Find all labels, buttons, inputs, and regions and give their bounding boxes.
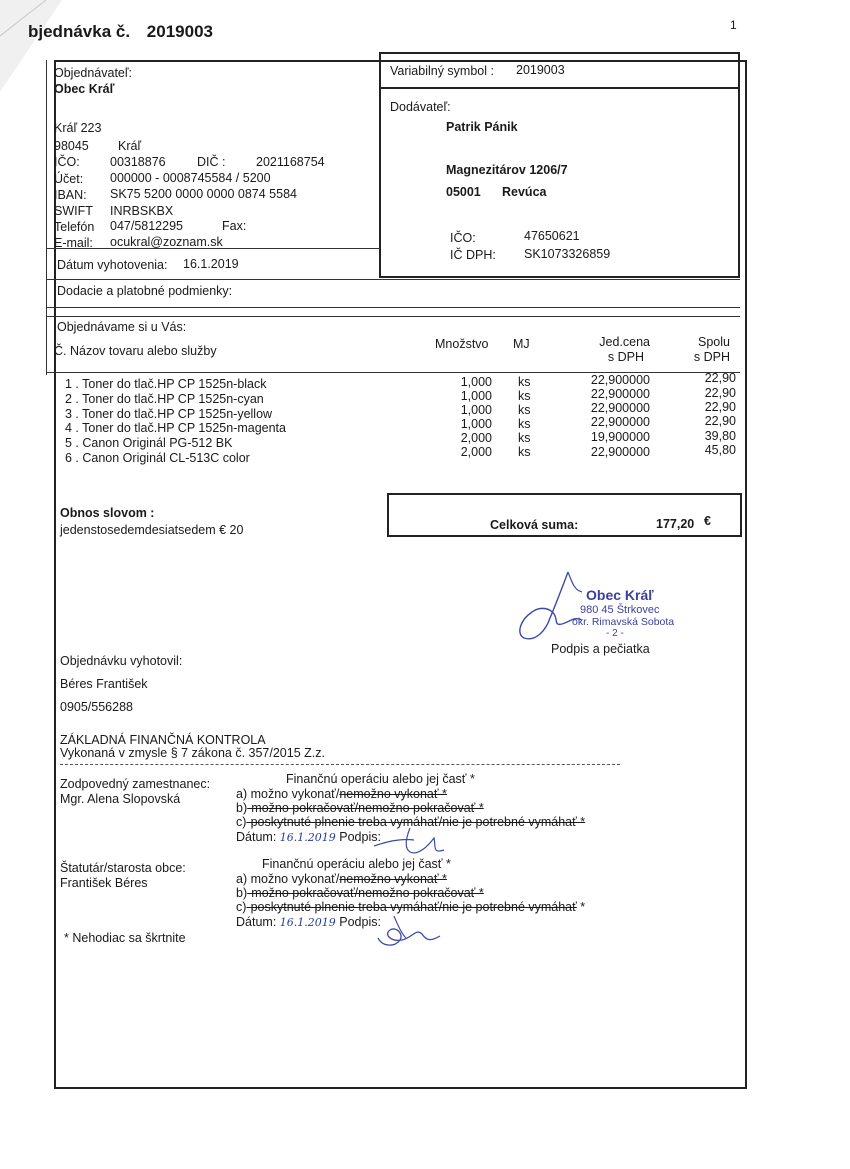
- control-1-option-b: [236, 801, 484, 815]
- amount-words-label: Obnos slovom :: [60, 506, 155, 520]
- table-row-5-unit: ks: [518, 431, 531, 445]
- col-name-header: Č. Názov tovaru alebo služby: [54, 344, 217, 358]
- amount-words-value: jedenstosedemdesiatsedem € 20: [60, 523, 244, 537]
- control-1-date-row: [236, 830, 381, 844]
- header-bottom-line: [46, 279, 740, 280]
- page-number: 1: [730, 18, 737, 32]
- table-row-3-name: 3 . Toner do tlač.HP CP 1525n-yellow: [65, 407, 273, 421]
- buyer-email: ocukral@zoznam.sk: [110, 235, 223, 249]
- buyer-city: Kráľ: [118, 139, 142, 153]
- buyer-account: 000000 - 0008745584 / 5200: [110, 171, 271, 185]
- table-row-2-price: 22,900000: [590, 387, 650, 401]
- total-currency: €: [704, 514, 711, 528]
- table-row-3-unit: ks: [518, 403, 531, 417]
- table-row-5-qty: 2,000: [460, 431, 492, 445]
- buyer-account-label: Účet:: [54, 172, 84, 186]
- table-row-2-unit: ks: [518, 389, 531, 403]
- col-price-header-2: s DPH: [607, 350, 644, 364]
- table-row-3-qty: 1,000: [460, 403, 492, 417]
- table-row-6-qty: 2,000: [460, 445, 492, 459]
- supplier-street: Magnezitárov 1206/7: [446, 163, 568, 177]
- supplier-label: Dodávateľ:: [390, 100, 451, 114]
- supplier-city: Revúca: [502, 185, 547, 199]
- col-total-header-2: s DPH: [693, 350, 730, 364]
- buyer-iban-label: IBAN:: [54, 188, 87, 202]
- table-row-3-total: 22,90: [704, 400, 736, 414]
- control-2-sign-label: Podpis:: [339, 915, 381, 929]
- buyer-phone-label: Telefón: [54, 220, 95, 234]
- buyer-left-edge: [46, 60, 47, 280]
- supplier-icdph-label: IČ DPH:: [450, 248, 496, 262]
- control-1-date-value: 16.1.2019: [279, 831, 336, 844]
- control-2-date-row: [236, 915, 381, 929]
- control-title: ZÁKLADNÁ FINANČNÁ KONTROLA: [60, 733, 266, 747]
- buyer-phone: 047/5812295: [110, 219, 183, 233]
- buyer-street: Kráľ 223: [54, 121, 102, 135]
- stamp-line-3: okr. Rimavská Sobota: [572, 616, 675, 628]
- buyer-ico: 00318876: [110, 155, 166, 169]
- table-row-2-total: 22,90: [704, 386, 736, 400]
- control-2-option-b: [236, 886, 484, 900]
- control-2-option-c-struck: -poskytnuté plnenie treba vymáhať/nie je potrebné vymáhať: [246, 900, 577, 914]
- folded-corner: [0, 0, 62, 92]
- table-row-5-name: 5 . Canon Originál PG-512 BK: [65, 436, 233, 450]
- buyer-label: Objednávateľ:: [54, 66, 133, 80]
- control-1-option-a: [236, 787, 447, 801]
- stamp-line-2: 980 45 Štrkovec: [580, 604, 660, 616]
- control-divider: [60, 764, 620, 765]
- control-2-option-b-prefix: b): [236, 886, 248, 900]
- issuer-name: Béres František: [60, 677, 148, 691]
- issue-date-label: Dátum vyhotovenia:: [57, 258, 168, 272]
- table-row-6-total: 45,80: [704, 443, 736, 457]
- control-1-option-c-prefix: c): [236, 815, 247, 829]
- control-2-role: Štatutár/starosta obce:: [60, 861, 186, 875]
- order-intro: Objednávame si u Vás:: [57, 320, 187, 334]
- terms-divider: [46, 307, 740, 308]
- table-row-5-total: 39,80: [704, 429, 736, 443]
- control-2-date-value: 16.1.2019: [279, 916, 336, 929]
- table-row-6-unit: ks: [518, 445, 531, 459]
- buyer-ico-label: IČO:: [54, 155, 80, 169]
- table-row-4-name: 4 . Toner do tlač.HP CP 1525n-magenta: [65, 421, 286, 435]
- table-row-1-price: 22,900000: [590, 373, 650, 387]
- variable-symbol-value: 2019003: [516, 63, 565, 77]
- issue-date: 16.1.2019: [183, 257, 239, 271]
- document-title: [28, 22, 213, 42]
- control-1-sign-label: Podpis:: [339, 830, 381, 844]
- table-row-5-price: 19,900000: [590, 430, 650, 444]
- table-row-1-unit: ks: [518, 375, 531, 389]
- total-label: Celková suma:: [490, 518, 579, 532]
- control-1-option-a-text: a) možno vykonať/: [236, 787, 340, 801]
- col-qty-header: Množstvo: [435, 337, 489, 351]
- col-unit-header: MJ: [513, 337, 530, 351]
- col-total-header-1: Spolu: [698, 335, 730, 349]
- control-2-person: František Béres: [60, 876, 148, 890]
- supplier-ico: 47650621: [524, 229, 580, 243]
- table-row-6-price: 22,900000: [590, 445, 650, 459]
- table-row-4-qty: 1,000: [460, 417, 492, 431]
- control-2-option-c-tail: *: [576, 900, 586, 914]
- variable-symbol-label: Variabilný symbol :: [390, 64, 494, 78]
- control-2-option-b-struck: -možno pokračovať/nemožno pokračovať *: [247, 886, 484, 900]
- col-price-header-1: Jed.cena: [599, 335, 650, 349]
- buyer-email-label: E-mail:: [54, 236, 93, 250]
- control-1-role: Zodpovedný zamestnanec:: [60, 777, 211, 791]
- document-number: 2019003: [146, 22, 213, 41]
- control-1-date-label: Dátum:: [236, 830, 277, 844]
- document-title-label: bjednávka č.: [28, 22, 131, 41]
- control-1-option-b-prefix: b): [236, 801, 248, 815]
- buyer-swift-label: SWIFT: [54, 204, 93, 218]
- buyer-name: Obec Kráľ: [54, 82, 115, 96]
- issuer-phone: 0905/556288: [60, 700, 133, 714]
- table-row-3-price: 22,900000: [590, 401, 650, 415]
- variable-symbol-divider: [380, 87, 739, 89]
- control-1-signature: [370, 820, 450, 860]
- table-row-4-total: 22,90: [704, 414, 736, 428]
- buyer-swift: INRBSKBX: [110, 204, 174, 218]
- footnote: * Nehodiac sa škrtnite: [64, 931, 186, 945]
- table-row-1-qty: 1,000: [460, 375, 492, 389]
- terms-label: Dodacie a platobné podmienky:: [57, 284, 233, 298]
- supplier-ico-label: IČO:: [450, 231, 476, 245]
- table-row-6-name: 6 . Canon Originál CL-513C color: [65, 451, 250, 465]
- buyer-dic-label: DIČ :: [197, 155, 226, 169]
- control-1-person: Mgr. Alena Slopovská: [60, 792, 181, 806]
- control-2-signature: [372, 908, 452, 952]
- buyer-iban: SK75 5200 0000 0000 0874 5584: [110, 187, 297, 201]
- control-2-option-c-prefix: c): [236, 900, 247, 914]
- table-row-2-qty: 1,000: [460, 389, 492, 403]
- buyer-zip: 98045: [54, 139, 89, 153]
- supplier-icdph: SK1073326859: [524, 247, 611, 261]
- control-2-date-label: Dátum:: [236, 915, 277, 929]
- control-1-heading: Finančnú operáciu alebo jej časť *: [286, 772, 475, 786]
- buyer-dic: 2021168754: [256, 155, 325, 169]
- stamp-caption: Podpis a pečiatka: [551, 642, 650, 656]
- table-row-4-unit: ks: [518, 417, 531, 431]
- control-2-option-a-text: a) možno vykonať/: [236, 872, 340, 886]
- control-1-option-c-struck: -poskytnuté plnenie treba vymáhať/nie je potrebné vymáhať *: [246, 815, 586, 829]
- issuer-label: Objednávku vyhotovil:: [60, 654, 183, 668]
- buyer-fax-label: Fax:: [222, 219, 247, 233]
- supplier-name: Patrik Pánik: [446, 120, 518, 134]
- table-row-1-name: 1 . Toner do tlač.HP CP 1525n-black: [65, 377, 267, 391]
- supplier-zip: 05001: [446, 185, 481, 199]
- control-2-heading: Finančnú operáciu alebo jej časť *: [262, 857, 451, 871]
- control-2-option-a-struck: nemožno vykonať *: [339, 872, 447, 886]
- order-left-edge: [46, 279, 47, 375]
- table-row-4-price: 22,900000: [590, 415, 650, 429]
- control-1-option-a-struck: nemožno vykonať *: [339, 787, 447, 801]
- control-1-option-b-struck: -možno pokračovať/nemožno pokračovať *: [247, 801, 484, 815]
- stamp-line-1: Obec Kráľ: [586, 587, 654, 603]
- order-top-line: [46, 316, 740, 317]
- stamp-signature-scribble: [510, 568, 600, 648]
- table-row-1-total: 22,90: [704, 371, 736, 385]
- control-2-option-a: [236, 872, 447, 886]
- total-value: 177,20: [656, 517, 695, 531]
- control-subtitle: Vykonaná v zmysle § 7 zákona č. 357/2015 Z.z.: [60, 746, 325, 760]
- stamp-line-4: - 2 -: [606, 628, 624, 639]
- table-row-2-name: 2 . Toner do tlač.HP CP 1525n-cyan: [65, 392, 264, 406]
